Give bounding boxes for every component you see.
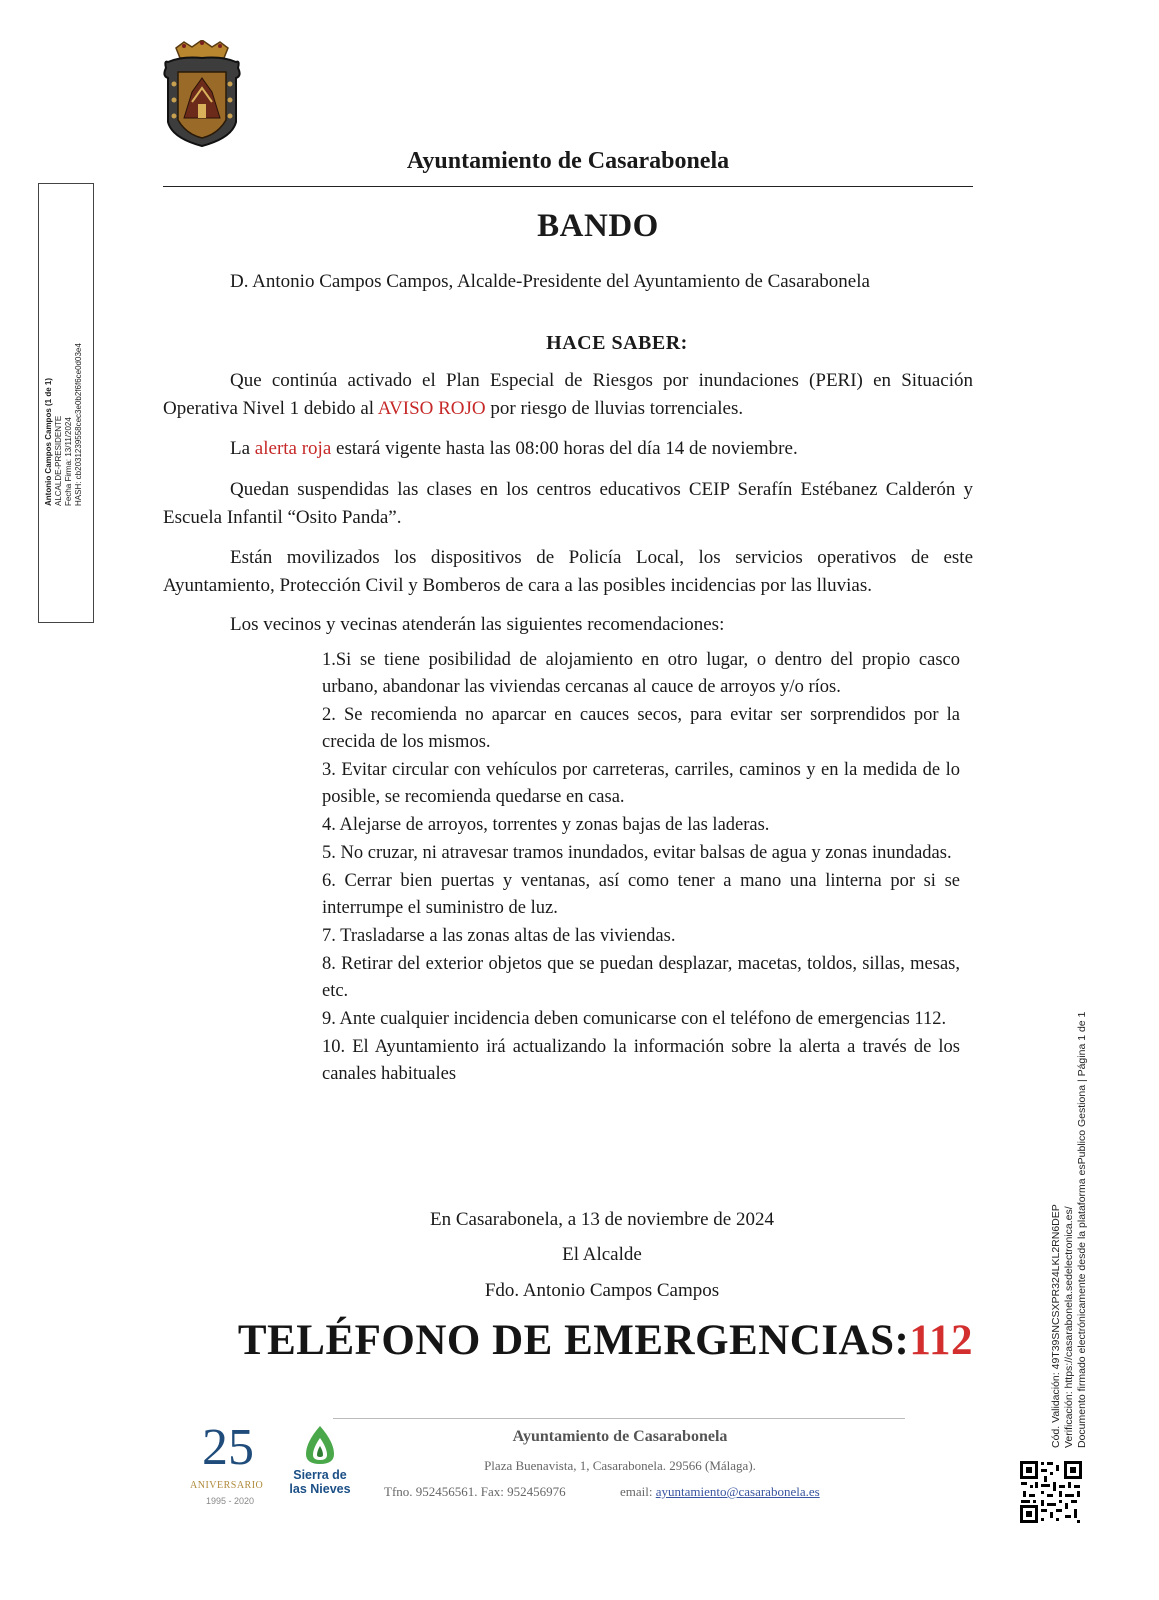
signature-details: Antonio Campos Campos (1 de 1) ALCALDE-PRESIDENTE Fecha Firma: 13/11/2024 HASH: cb2031239558cec3e0b2f6f6ce0d03e4 — [44, 343, 83, 506]
list-item: 7. Trasladarse a las zonas altas de las viviendas. — [322, 926, 676, 946]
footer-email: email: ayuntamiento@casarabonela.es — [620, 1484, 820, 1499]
mountain-icon — [300, 1424, 340, 1466]
paragraph-alerta: La alerta roja estará vigente hasta las 08:00 horas del día 14 de noviembre. — [230, 438, 798, 459]
list-item: 3. Evitar circular con vehículos por carreteras, carriles, caminos y en la medida de lo posible, se recomienda quedarse en casa. — [322, 760, 960, 807]
list-item: 5. No cruzar, ni atravesar tramos inundados, evitar balsas de agua y zonas inundadas. — [322, 843, 952, 863]
recommendations-list — [322, 647, 960, 1089]
list-item: 9. Ante cualquier incidencia deben comunicarse con el teléfono de emergencias 112. — [322, 1009, 947, 1029]
header-divider — [163, 186, 973, 187]
email-link[interactable]: ayuntamiento@casarabonela.es — [655, 1484, 820, 1499]
list-item: 1.Si se tiene posibilidad de alojamiento en otro lugar, o dentro del propio casco urbano, abandonar las viviendas cercanas al cauce de arroyos y/o ríos. — [322, 650, 960, 697]
verification-details — [1050, 1012, 1089, 1448]
footer-address: Plaza Buenavista, 1, Casarabonela. 29566 (Málaga). — [484, 1458, 756, 1473]
mayor-line: D. Antonio Campos Campos, Alcalde-Presidente del Ayuntamiento de Casarabonela — [230, 271, 870, 292]
aviso-rojo-highlight: AVISO ROJO — [377, 398, 486, 419]
footer-phone-fax: Tfno. 952456561. Fax: 952456976 — [384, 1484, 566, 1499]
signer-role: El Alcalde — [562, 1244, 642, 1265]
sierra-de-las-nieves-logo: Sierra de las Nieves — [284, 1424, 356, 1508]
signer-name: Fdo. Antonio Campos Campos — [484, 1280, 720, 1301]
paragraph-services: Están movilizados los dispositivos de Policía Local, los servicios operativos de este Ayuntamiento, Protección Civil y Bomberos de cara a las posibles incidencias por las lluvias. — [163, 547, 973, 596]
section-heading: HACE SABER: — [546, 332, 688, 354]
list-item: 10. El Ayuntamiento irá actualizando la información sobre la alerta a través de los canales habituales — [322, 1037, 960, 1084]
paragraph-recommendations-intro: Los vecinos y vecinas atenderán las siguientes recomendaciones: — [230, 614, 725, 635]
list-item: 6. Cerrar bien puertas y ventanas, así como tener a mano una linterna por si se interrumpe el suministro de luz. — [322, 871, 960, 918]
verification-url[interactable]: Verificación: https://casarabonela.sedelectronica.es/ — [1063, 1206, 1075, 1448]
paragraph-schools: Quedan suspendidas las clases en los centros educativos CEIP Serafín Estébanez Calderón y Escuela Infantil “Osito Panda”. — [163, 479, 973, 528]
qr-code — [1019, 1460, 1083, 1524]
document-title: BANDO — [537, 208, 659, 244]
emergency-phone-banner: TELÉFONO DE EMERGENCIAS:112 — [237, 1317, 973, 1364]
list-item: 8. Retirar del exterior objetos que se puedan desplazar, macetas, toldos, sillas, mesas, etc. — [322, 954, 960, 1001]
alerta-roja-highlight: alerta roja — [254, 438, 332, 459]
footer-divider — [333, 1418, 905, 1419]
coat-of-arms-logo — [162, 40, 242, 148]
anniversary-logo: 25 ANIVERSARIO 1995 - 2020 — [190, 1419, 264, 1506]
validation-code: Cód. Validación: 49T39SNCSXPR324LKL2RN6DEP — [1050, 1204, 1062, 1448]
emergency-number: 112 — [909, 1317, 973, 1364]
organization-title: Ayuntamiento de Casarabonela — [406, 148, 730, 174]
signature-note: Documento firmado electrónicamente desde la plataforma esPublico Gestiona | Página 1 de 1 — [1076, 1011, 1088, 1448]
list-item: 4. Alejarse de arroyos, torrentes y zonas bajas de las laderas. — [322, 815, 770, 835]
list-item: 2. Se recomienda no aparcar en cauces secos, para evitar ser sorprendidos por la crecida de los mismos. — [322, 705, 960, 752]
date-line: En Casarabonela, a 13 de noviembre de 2024 — [430, 1209, 774, 1230]
footer-organization: Ayuntamiento de Casarabonela — [512, 1428, 728, 1445]
paragraph-peri: Que continúa activado el Plan Especial de Riesgos por inundaciones (PERI) en Situación Operativa Nivel 1 debido al AVISO ROJO por riesgo de lluvias torrenciales. — [163, 370, 973, 419]
